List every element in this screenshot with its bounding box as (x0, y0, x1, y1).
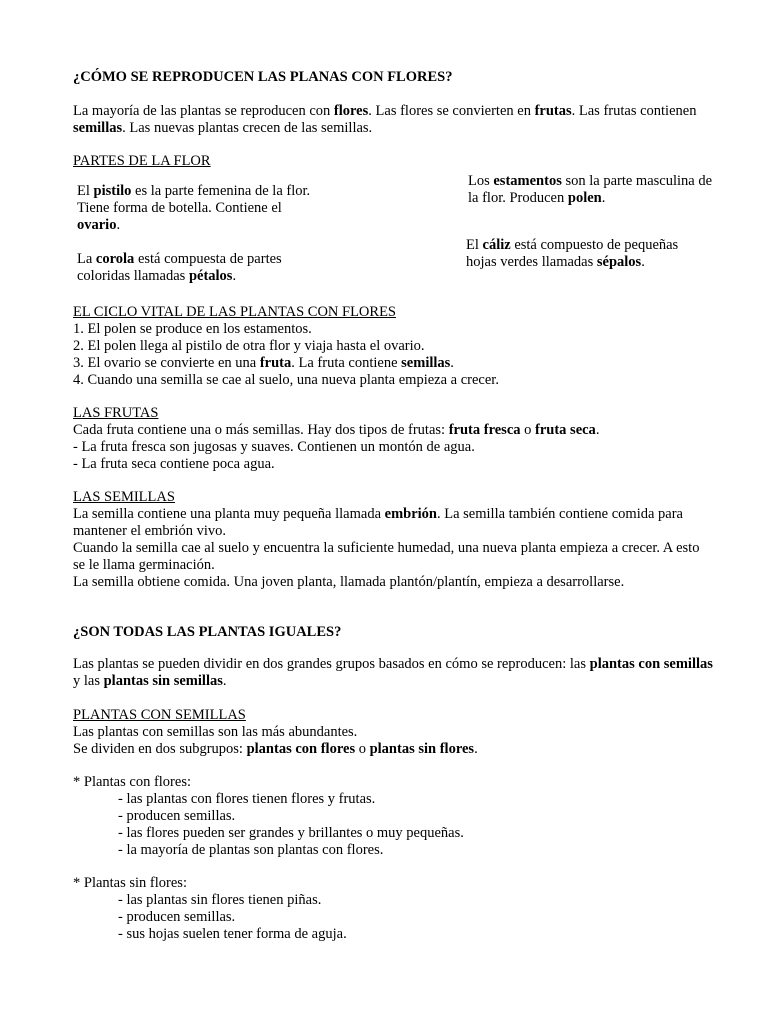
frutas-line: - La fruta seca contiene poca agua. (73, 456, 275, 472)
semillas-heading: LAS SEMILLAS (73, 489, 175, 505)
list-item: - las flores pueden ser grandes y brillantes o muy pequeñas. (118, 825, 464, 841)
semillas-paragraph: La semilla obtiene comida. Una joven planta, llamada plantón/plantín, empieza a desarrollarse. (73, 574, 625, 590)
list-item: - las plantas sin flores tienen piñas. (118, 892, 322, 908)
pistilo-textbox: El pistilo es la parte femenina de la flor. Tiene forma de botella. Contiene el ovario. (77, 183, 311, 233)
list-item: - producen semillas. (118, 909, 236, 925)
ciclo-heading: EL CICLO VITAL DE LAS PLANTAS CON FLORES (73, 304, 396, 320)
estamentos-textbox: Los estamentos son la parte masculina de la flor. Producen polen. (468, 173, 713, 206)
corola-textbox: La corola está compuesta de partes coloridas llamadas pétalos. (77, 251, 282, 284)
list-item: - producen semillas. (118, 808, 236, 824)
con-semillas-line: Las plantas con semillas son las más abundantes. (73, 724, 358, 740)
frutas-line: Cada fruta contiene una o más semillas. Hay dos tipos de frutas: fruta fresca o fruta seca. (73, 422, 600, 438)
con-semillas-line: Se dividen en dos subgrupos: plantas con flores o plantas sin flores. (73, 741, 478, 757)
semillas-section (73, 489, 713, 591)
frutas-heading: LAS FRUTAS (73, 405, 159, 421)
frutas-section (73, 405, 713, 473)
list-item: - las plantas con flores tienen flores y frutas. (118, 791, 376, 807)
con-flores-heading: * Plantas con flores: (73, 774, 191, 790)
list-item: - la mayoría de plantas son plantas con flores. (118, 842, 384, 858)
grupos-paragraph: Las plantas se pueden dividir en dos grandes grupos basados en cómo se reproducen: las plantas con semillas y las plantas sin semillas. (73, 656, 713, 689)
list-item: - sus hojas suelen tener forma de aguja. (118, 926, 347, 942)
ciclo-section (73, 304, 713, 389)
ciclo-item: 1. El polen se produce en los estamentos. (73, 321, 312, 337)
ciclo-item: 2. El polen llega al pistilo de otra flor y viaja hasta el ovario. (73, 338, 425, 354)
partes-heading: PARTES DE LA FLOR (73, 153, 211, 169)
ciclo-item: 4. Cuando una semilla se cae al suelo, una nueva planta empieza a crecer. (73, 372, 499, 388)
frutas-line: - La fruta fresca son jugosas y suaves. Contienen un montón de agua. (73, 439, 475, 455)
semillas-paragraph: La semilla contiene una planta muy pequeña llamada embrión. La semilla también contiene comida para mantener el embrión vivo. (73, 506, 683, 539)
con-semillas-section (73, 707, 713, 758)
con-flores-list (73, 774, 713, 859)
page-title: ¿CÓMO SE REPRODUCEN LAS PLANAS CON FLORES? (73, 69, 453, 85)
caliz-textbox: El cáliz está compuesto de pequeñas hojas verdes llamadas sépalos. (466, 237, 679, 270)
semillas-paragraph: Cuando la semilla cae al suelo y encuentra la suficiente humedad, una nueva planta empieza a crecer. A esto se le llama germinación. (73, 540, 700, 573)
intro-paragraph: La mayoría de las plantas se reproducen con flores. Las flores se convierten en frutas. Las frutas contienen semillas. Las nuevas plantas crecen de las semillas. (73, 103, 697, 136)
sin-flores-heading: * Plantas sin flores: (73, 875, 187, 891)
ciclo-item: 3. El ovario se convierte en una fruta. La fruta contiene semillas. (73, 355, 454, 371)
sin-flores-list (73, 875, 713, 943)
section-title: ¿SON TODAS LAS PLANTAS IGUALES? (73, 624, 342, 640)
con-semillas-heading: PLANTAS CON SEMILLAS (73, 707, 246, 723)
